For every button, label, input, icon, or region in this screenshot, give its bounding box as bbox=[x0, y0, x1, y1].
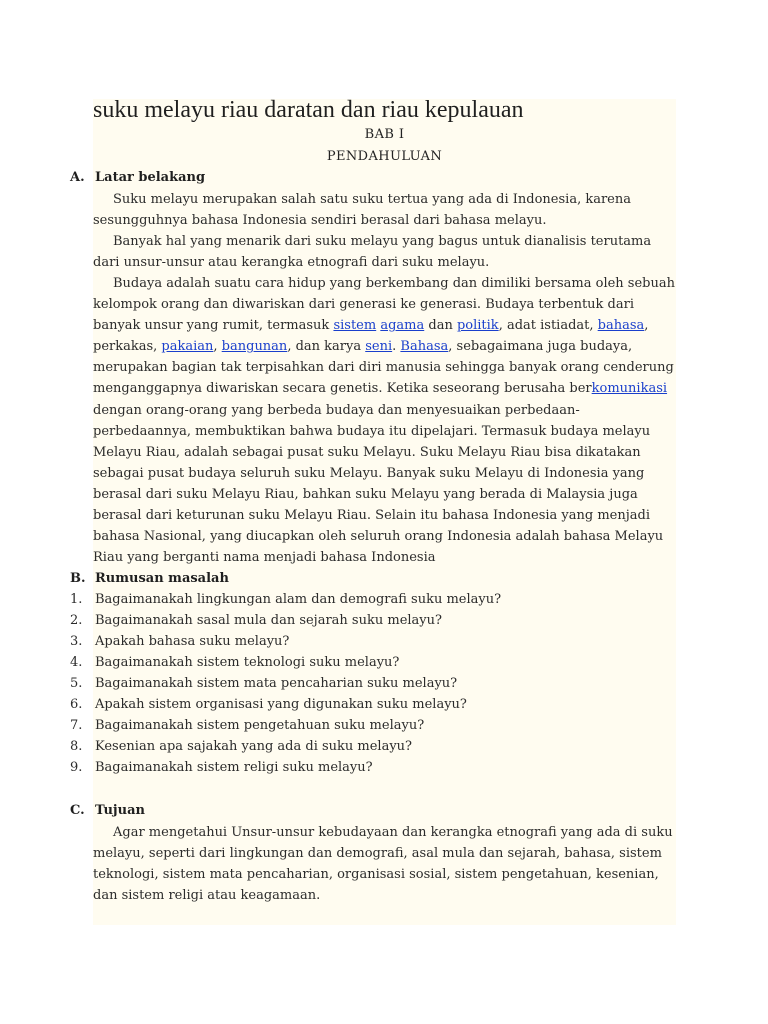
paragraph-a2: Banyak hal yang menarik dari suku melayu yang bagus untuk dianalisis terutama dari unsur-unsur atau kerangka etnografi dari suku melayu. bbox=[93, 234, 652, 271]
paragraph-a1: Suku melayu merupakan salah satu suku tertua yang ada di Indonesia, karena sesungguhnya bahasa Indonesia sendiri berasal dari bahasa melayu. bbox=[93, 192, 631, 229]
link-komunikasi[interactable]: komunikasi bbox=[591, 381, 668, 397]
paragraph-a3: Budaya adalah suatu cara hidup yang berkembang dan dimiliki bersama oleh sebuah kelompok orang dan diwariskan dari generasi ke generasi. Budaya terbentuk dari banyak unsur yang rumit, termasuk sistem agama dan politik, adat istiadat, bahasa, perkakas, pakaian, bangunan, dan karya seni. Bahasa, sebagaimana juga budaya, merupakan bagian tak terpisahkan dari diri manusia sehingga banyak orang cenderung menganggapnya diwariskan secara genetis. Ketika seseorang berusaha berkomunikasi dengan orang-orang yang berbeda budaya dan menyesuaikan perbedaan-perbedaannya, membuktikan bahwa budaya itu dipelajari. Termasuk budaya melayu Melayu Riau, adalah sebagai pusat suku Melayu. Suku Melayu Riau bisa dikatakan sebagai pusat budaya seluruh suku Melayu. Banyak suku Melayu di Indonesia yang berasal dari suku Melayu Riau, bahkan suku Melayu yang berada di Malaysia juga berasal dari keturunan suku Melayu Riau. Selain itu bahasa Indonesia yang menjadi bahasa Nasional, yang diucapkan oleh seluruh orang Indonesia adalah bahasa Melayu Riau yang berganti nama menjadi bahasa Indonesia bbox=[93, 276, 675, 566]
link-agama[interactable]: agama bbox=[380, 318, 425, 334]
section-a-title: Latar belakang bbox=[95, 170, 206, 185]
link-pakaian[interactable]: pakaian bbox=[161, 339, 214, 355]
section-a-heading bbox=[70, 170, 205, 185]
list-item: 6. Apakah sistem organisasi yang digunakan suku melayu? bbox=[70, 697, 467, 712]
link-bahasa[interactable]: bahasa bbox=[597, 318, 645, 334]
section-a-marker: A. bbox=[70, 170, 85, 185]
section-b-marker: B. bbox=[70, 571, 86, 586]
link-seni[interactable]: seni bbox=[365, 339, 393, 355]
list-item: 2. Bagaimanakah sasal mula dan sejarah suku melayu? bbox=[70, 613, 442, 628]
list-item: 9. Bagaimanakah sistem religi suku melayu? bbox=[70, 760, 373, 775]
chapter-number: BAB I bbox=[364, 127, 405, 142]
section-c-title: Tujuan bbox=[95, 803, 145, 818]
section-c-heading bbox=[70, 803, 145, 818]
list-item: 1. Bagaimanakah lingkungan alam dan demografi suku melayu? bbox=[70, 592, 502, 607]
section-b-heading bbox=[70, 571, 229, 586]
link-politik[interactable]: politik bbox=[456, 318, 499, 334]
page-title: suku melayu riau daratan dan riau kepulauan bbox=[93, 97, 524, 123]
paragraph-c1: Agar mengetahui Unsur-unsur kebudayaan dan kerangka etnografi yang ada di suku melayu, seperti dari lingkungan dan demografi, asal mula dan sejarah, bahasa, sistem teknologi, sistem mata pencaharian, organisasi sosial, sistem pengetahuan, kesenian, dan sistem religi atau keagamaan. bbox=[93, 825, 673, 904]
section-c-marker: C. bbox=[70, 803, 85, 818]
list-item: 8. Kesenian apa sajakah yang ada di suku melayu? bbox=[70, 739, 413, 754]
chapter-title: PENDAHULUAN bbox=[326, 149, 443, 164]
list-item: 7. Bagaimanakah sistem pengetahuan suku melayu? bbox=[70, 718, 425, 733]
link-sistem[interactable]: sistem bbox=[333, 318, 377, 334]
link-bahasa-2[interactable]: Bahasa bbox=[400, 339, 449, 355]
section-b-title: Rumusan masalah bbox=[95, 571, 229, 586]
list-item: 4. Bagaimanakah sistem teknologi suku melayu? bbox=[70, 655, 400, 670]
list-item: 3. Apakah bahasa suku melayu? bbox=[70, 634, 290, 649]
link-bangunan[interactable]: bangunan bbox=[221, 339, 288, 355]
list-item: 5. Bagaimanakah sistem mata pencaharian suku melayu? bbox=[70, 676, 458, 691]
